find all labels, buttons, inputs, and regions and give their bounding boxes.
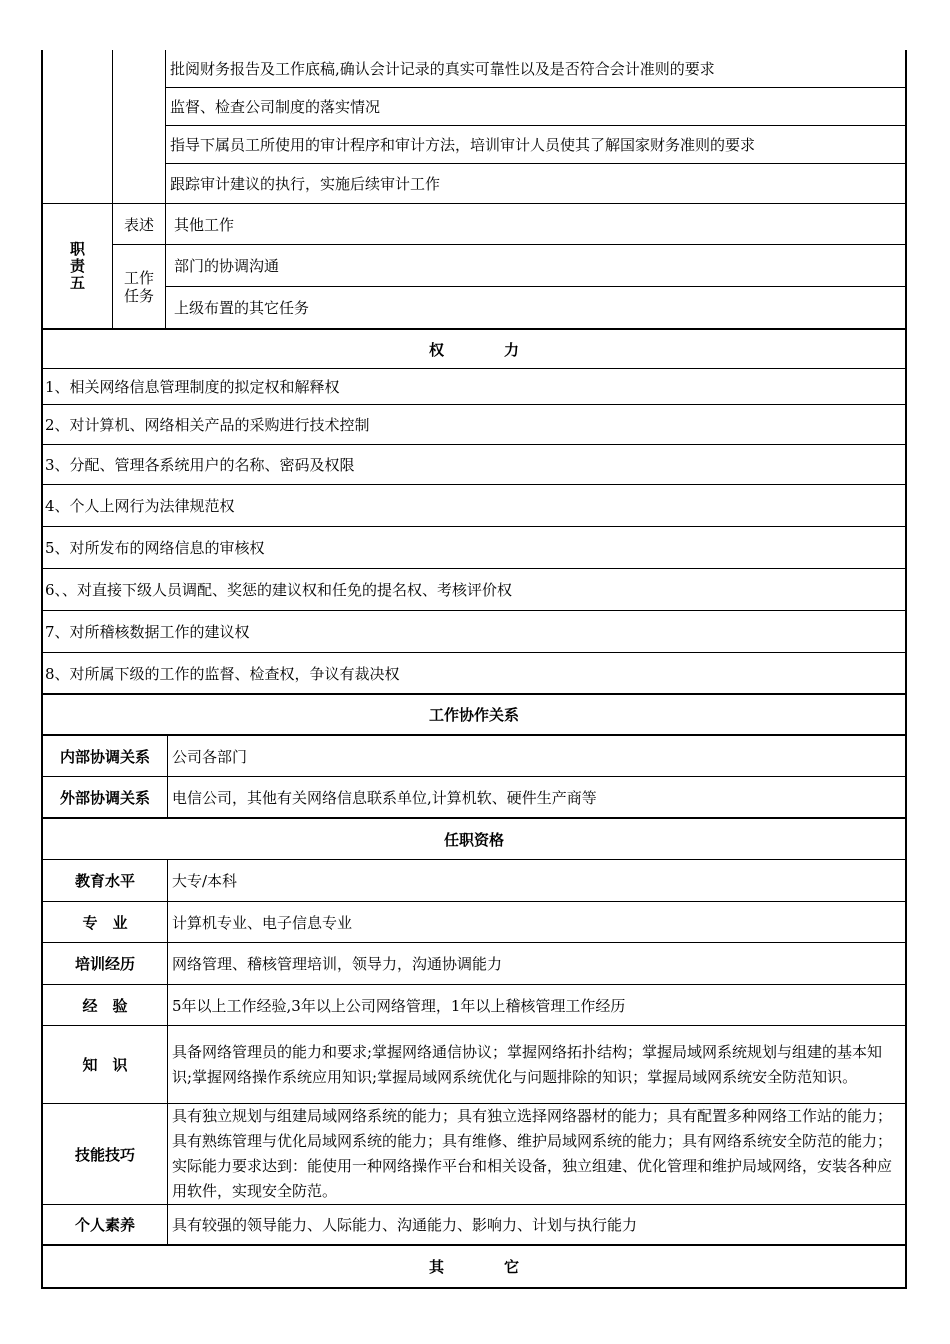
cooperation-row (41, 736, 907, 777)
duty5-task-label: 工作任务 (123, 268, 154, 305)
authority-text: 6、、对直接下级人员调配、奖惩的建议权和任免的提名权、考核评价权 (45, 581, 513, 599)
authority-title: 权 力 (428, 340, 519, 359)
cooperation-title: 工作协作关系 (428, 706, 519, 724)
duty-item: 批阅财务报告及工作底稿,确认会计记录的真实可靠性以及是否符合会计准则的要求 (166, 50, 905, 88)
major-value: 计算机专业、电子信息专业 (172, 913, 353, 932)
authority-item (41, 611, 907, 653)
qualification-row (41, 943, 907, 985)
internal-label: 内部协调关系 (43, 736, 168, 776)
authority-header (41, 328, 907, 369)
external-label: 外部协调关系 (43, 777, 168, 817)
internal-value: 公司各部门 (172, 747, 248, 766)
experience-label: 经 验 (43, 985, 168, 1025)
knowledge-label: 知 识 (43, 1026, 168, 1103)
authority-item (41, 653, 907, 695)
authority-text: 5、对所发布的网络信息的审核权 (45, 539, 265, 557)
education-value: 大专/本科 (172, 872, 238, 890)
duty5-desc-label: 表述 (113, 204, 166, 245)
knowledge-value: 具备网络管理员的能力和要求;掌握网络通信协议；掌握网络拓扑结构；掌握局域网系统规划与组建的基本知识;掌握网络操作系统应用知识;掌握局域网系统优化与问题排除的知识；掌握局域网系统安全防范知识。 (172, 1042, 883, 1086)
major-label: 专 业 (43, 902, 168, 942)
authority-item (41, 405, 907, 445)
skills-label: 技能技巧 (43, 1104, 168, 1204)
duty5-label: 职责五 (69, 239, 85, 292)
qualification-row (41, 1205, 907, 1246)
cooperation-row (41, 777, 907, 819)
qualification-header (41, 819, 907, 860)
duty-item: 监督、检查公司制度的落实情况 (166, 88, 905, 126)
education-label: 教育水平 (43, 860, 168, 901)
training-value: 网络管理、稽核管理培训，领导力，沟通协调能力 (172, 955, 503, 973)
authority-text: 8、对所属下级的工作的监督、检查权，争议有裁决权 (45, 664, 400, 683)
duty-item: 指导下属员工所使用的审计程序和审计方法，培训审计人员使其了解国家财务准则的要求 (166, 126, 905, 164)
authority-text: 4、个人上网行为法律规范权 (45, 497, 235, 515)
duty-item: 跟踪审计建议的执行，实施后续审计工作 (170, 175, 441, 193)
authority-item (41, 527, 907, 569)
other-header (41, 1246, 907, 1289)
authority-text: 1、相关网络信息管理制度的拟定权和解释权 (45, 378, 340, 396)
training-label: 培训经历 (43, 943, 168, 984)
qualification-row (41, 1104, 907, 1205)
authority-item (41, 445, 907, 485)
qualification-row (41, 985, 907, 1026)
personal-label: 个人素养 (43, 1205, 168, 1244)
external-value: 电信公司，其他有关网络信息联系单位,计算机软、硬件生产商等 (172, 788, 597, 807)
duty5-desc: 其他工作 (166, 204, 905, 245)
qualification-row (41, 860, 907, 902)
other-title: 其 它 (428, 1258, 519, 1276)
duty-continuation-block (41, 50, 907, 203)
qualification-row (41, 1026, 907, 1104)
authority-item (41, 485, 907, 527)
duty5-task: 部门的协调沟通 (166, 245, 905, 287)
duty5-task: 上级布置的其它任务 (174, 299, 310, 317)
qualification-row (41, 902, 907, 943)
job-description-sheet (41, 50, 907, 1289)
duty-sublabel-cell-empty (113, 50, 166, 203)
authority-item (41, 569, 907, 611)
authority-text: 7、对所稽核数据工作的建议权 (45, 623, 250, 641)
cooperation-header (41, 695, 907, 736)
duty-label-cell-empty (43, 50, 113, 203)
qualification-title: 任职资格 (443, 830, 504, 849)
authority-text: 3、分配、管理各系统用户的名称、密码及权限 (45, 456, 355, 474)
duty5-block (41, 203, 907, 328)
authority-text: 2、对计算机、网络相关产品的采购进行技术控制 (45, 416, 370, 434)
experience-value: 5年以上工作经验,3年以上公司网络管理，1年以上稽核管理工作经历 (172, 996, 626, 1015)
personal-value: 具有较强的领导能力、人际能力、沟通能力、影响力、计划与执行能力 (172, 1216, 638, 1234)
authority-item (41, 369, 907, 405)
skills-value: 具有独立规划与组建局域网络系统的能力；具有独立选择网络器材的能力；具有配置多种网络工作站的能力；具有熟练管理与优化局域网系统的能力；具有维修、维护局域网系统的能力；具有网络系统安全防范的能力；实际能力要求达到：能使用一种网络操作平台和相关设备，独立组建、优化管理和维护局域网络，安装各种应用软件，实现安全防范。 (172, 1107, 893, 1200)
